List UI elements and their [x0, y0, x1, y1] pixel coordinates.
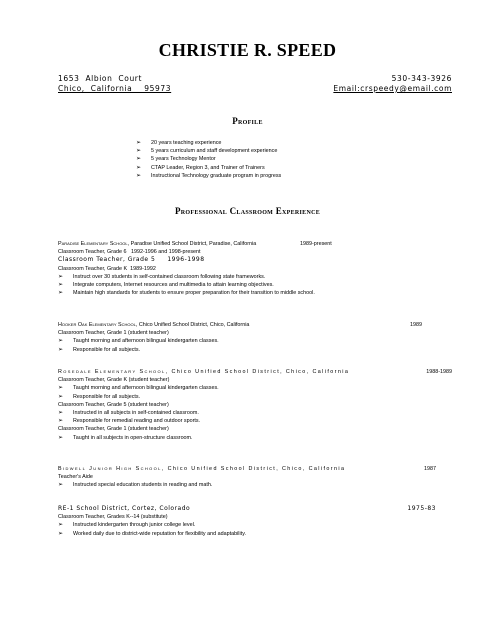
list-item: ➢ Worked daily due to district-wide reputation for flexibility and adaptability. — [58, 530, 246, 537]
job-entry — [58, 465, 452, 490]
school-detail: , Chico Unified School District, Chico, California — [135, 322, 250, 328]
list-item: ➢ CTAP Leader, Region 3, and Trainer of Trainers — [136, 164, 265, 171]
experience-heading: Professional Classroom Experience — [174, 206, 321, 216]
school-name: Hooker Oak Elementary School — [58, 322, 136, 328]
school-name: Paradise Elementary School — [58, 241, 128, 247]
list-item: ➢ Instructed special education students in reading and math. — [58, 482, 213, 489]
arrow-bullet-icon: ➢ — [136, 164, 142, 171]
list-item: ➢ Taught in all subjects in open-structure classroom. — [58, 434, 193, 441]
job-role: Classroom Teacher, Grade 6 1992-1996 and 1998-present — [58, 249, 201, 256]
arrow-bullet-icon: ➢ — [58, 530, 64, 537]
school-detail: , Paradise Unified School District, Paradise, California — [127, 241, 257, 247]
contact-row-1 — [58, 74, 452, 83]
list-item: ➢ Integrate computers, Internet resources and multimedia to attain learning objectives. — [58, 282, 274, 289]
list-item: ➢ Responsible for all subjects. — [58, 393, 141, 400]
job-role: Classroom Teacher, Grade 1 (student teacher) — [58, 426, 169, 433]
arrow-bullet-icon: ➢ — [58, 282, 64, 289]
list-item: ➢ 5 years curriculum and staff development experience — [136, 148, 278, 155]
arrow-bullet-icon: ➢ — [136, 148, 142, 155]
job-dates: 1988-1989 — [426, 369, 452, 375]
list-item: ➢ Instructed kindergarten through junior college level. — [58, 522, 196, 529]
list-item: ➢ Instruct over 30 students in self-contained classroom following state frameworks. — [58, 273, 266, 280]
street-address: 1653 Albion Court — [58, 74, 143, 83]
job-role: Classroom Teacher, Grade K (student teacher) — [58, 377, 170, 384]
job-dates: 1987 — [424, 466, 436, 472]
arrow-bullet-icon: ➢ — [58, 290, 64, 297]
job-header — [58, 465, 452, 473]
list-item: ➢ Taught morning and afternoon bilingual kindergarten classes. — [58, 385, 219, 392]
arrow-bullet-icon: ➢ — [58, 522, 64, 529]
job-role: Classroom Teacher, Grade 5 (student teacher) — [58, 401, 169, 408]
city-state-zip: Chico, California 95973 — [58, 84, 172, 93]
list-item: ➢ Instructed in all subjects in self-contained classroom. — [58, 410, 199, 417]
job-role: Teacher's Aide — [58, 474, 93, 481]
school-name: Bidwell Junior High School — [58, 466, 162, 472]
arrow-bullet-icon: ➢ — [136, 140, 142, 146]
school-detail: , Chico Unified School District, Chico, California — [165, 369, 350, 375]
arrow-bullet-icon: ➢ — [58, 434, 64, 441]
job-entry — [58, 505, 452, 538]
job-header — [58, 321, 452, 329]
list-item: ➢ Instructional Technology graduate program in progress — [136, 172, 282, 179]
resume-name: CHRISTIE R. SPEED — [158, 40, 337, 60]
job-entry — [58, 321, 452, 354]
job-header — [58, 505, 452, 513]
school-name: RE-1 School District — [58, 505, 128, 512]
job-dates: 1989 — [410, 322, 422, 328]
arrow-bullet-icon: ➢ — [58, 338, 64, 345]
phone-number: 530-343-3926 — [391, 74, 452, 83]
profile-heading: Profile — [232, 116, 263, 126]
profile-list — [136, 139, 281, 180]
list-item: ➢ 5 years Technology Mentor — [136, 156, 216, 163]
arrow-bullet-icon: ➢ — [136, 172, 142, 179]
job-role: Classroom Teacher, Grade 1 (student teacher) — [58, 330, 169, 337]
arrow-bullet-icon: ➢ — [58, 418, 64, 425]
arrow-bullet-icon: ➢ — [136, 156, 142, 163]
list-item: ➢ 20 years teaching experience — [136, 140, 222, 146]
arrow-bullet-icon: ➢ — [58, 273, 64, 280]
list-item: ➢ Responsible for remedial reading and outdoor sports. — [58, 418, 201, 425]
job-role: Classroom Teacher, Grade K 1989-1992 — [58, 265, 156, 272]
arrow-bullet-icon: ➢ — [58, 393, 64, 400]
school-detail: , Chico Unified School District, Chico, California — [161, 466, 346, 472]
job-dates: 1989-present — [300, 241, 332, 247]
job-header — [58, 368, 452, 376]
job-header — [58, 240, 452, 248]
list-item: ➢ Responsible for all subjects. — [58, 346, 141, 353]
contact-row-2 — [58, 84, 452, 93]
email-link[interactable]: Email:crspeedy@email.com — [333, 84, 452, 93]
arrow-bullet-icon: ➢ — [58, 410, 64, 417]
school-detail: , Cortez, Colorado — [127, 505, 191, 512]
job-role: Classroom Teacher, Grades K--14 (substitute) — [58, 514, 168, 521]
school-name: Rosedale Elementary School — [58, 369, 166, 375]
list-item: ➢ Maintain high standards for students to ensure proper preparation for their transition to middle school. — [58, 290, 315, 297]
list-item: ➢ Taught morning and afternoon bilingual kindergarten classes. — [58, 338, 219, 345]
job-role: Classroom Teacher, Grade 5 1996-1998 — [58, 256, 205, 264]
arrow-bullet-icon: ➢ — [58, 482, 64, 489]
job-dates: 1975-83 — [407, 505, 436, 512]
arrow-bullet-icon: ➢ — [58, 385, 64, 392]
arrow-bullet-icon: ➢ — [58, 346, 64, 353]
job-entry — [58, 368, 452, 442]
job-entry — [58, 240, 452, 297]
